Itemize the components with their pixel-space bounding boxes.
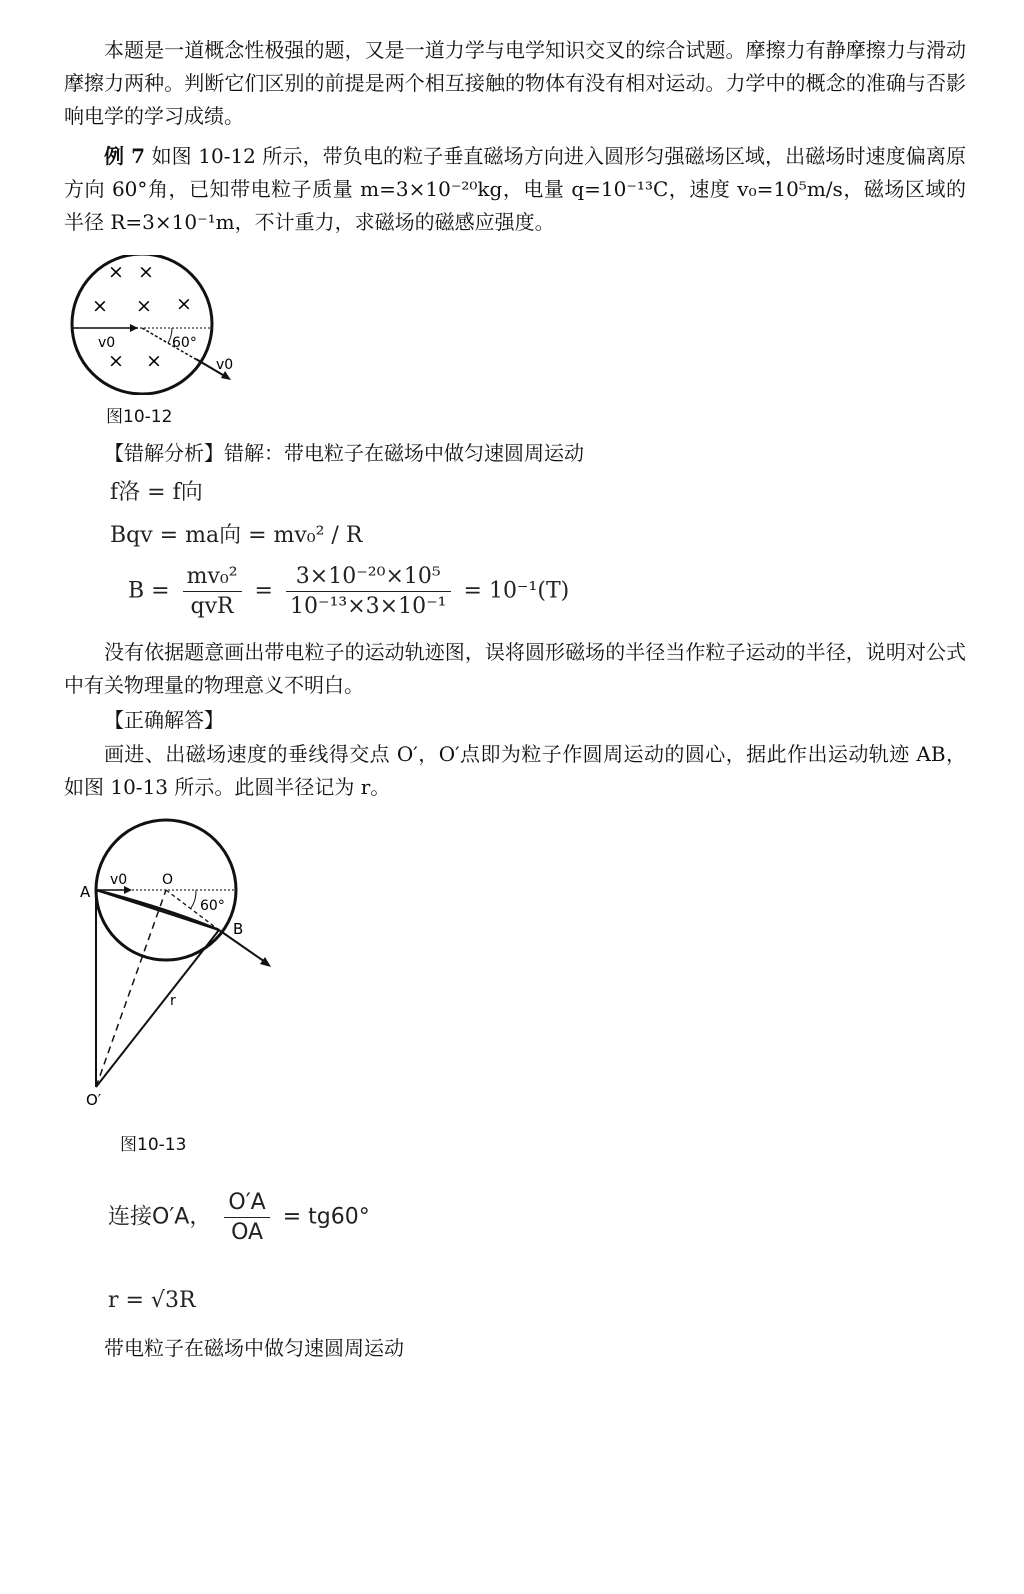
fraction-den: OA (231, 1220, 264, 1245)
v0-label-out: v0 (216, 357, 234, 373)
fraction-num: O′A (224, 1190, 269, 1218)
cross-mark: × (92, 295, 108, 317)
wrong-analysis-heading: 【错解分析】错解：带电粒子在磁场中做匀速圆周运动 (104, 441, 584, 465)
example-label: 例 7 (104, 144, 146, 168)
eq-lhs: B = (128, 578, 170, 604)
equation-tg60 (108, 1190, 370, 1245)
cross-mark: × (108, 350, 124, 372)
fraction-tg (224, 1190, 269, 1245)
equation-force: f洛 = f向 (110, 480, 203, 505)
cross-mark: × (146, 350, 162, 372)
angle-label: 60° (200, 898, 225, 914)
equation-b (128, 564, 569, 619)
fraction-den: qvR (190, 594, 234, 619)
fraction-2 (286, 564, 451, 619)
cross-mark: × (176, 293, 192, 315)
eq-rhs: = tg60° (282, 1204, 370, 1230)
correct-heading: 【正确解答】 (104, 708, 224, 732)
equation-bqv: Bqv = ma向 = mv₀² / R (110, 523, 363, 548)
figure-caption: 图10-13 (120, 1135, 187, 1155)
cross-mark: × (138, 261, 154, 283)
equation-r: r = √3R (108, 1288, 196, 1313)
point-o-label: O (162, 872, 174, 888)
wrong-explanation: 没有依据题意画出带电粒子的运动轨迹图，误将圆形磁场的半径当作粒子运动的半径，说明对公式中有关物理量的物理意义不明白。 (64, 640, 966, 697)
angle-label: 60° (172, 335, 197, 351)
eq-prefix: 连接O′A， (108, 1204, 212, 1230)
paragraph-intro: 本题是一道概念性极强的题，又是一道力学与电学知识交叉的综合试题。摩擦力有静摩擦力与滑动摩擦力两种。判断它们区别的前提是两个相互接触的物体有没有相对运动。力学中的概念的准确与否影响电学的学习成绩。 (64, 38, 966, 128)
line-o-prime-o (96, 890, 166, 1087)
closing-line: 带电粒子在磁场中做匀速圆周运动 (104, 1336, 404, 1360)
point-b-label: B (233, 920, 244, 938)
figure-caption: 图10-12 (106, 407, 173, 427)
point-o-prime-label: O′ (86, 1091, 102, 1109)
r-label: r (170, 993, 176, 1009)
fraction-num: mv₀² (183, 564, 242, 592)
fraction-den: 10⁻¹³×3×10⁻¹ (289, 594, 447, 619)
eq-rhs: = 10⁻¹(T) (463, 578, 570, 604)
fraction-1 (183, 564, 242, 619)
radius-r (96, 930, 219, 1087)
correct-text: 画进、出磁场速度的垂线得交点 O′，O′点即为粒子作圆周运动的圆心，据此作出运动轨迹 AB，如图 10-13 所示。此圆半径记为 r。 (64, 742, 966, 799)
example-7 (64, 140, 966, 239)
point-a-label: A (80, 883, 91, 901)
fraction-num: 3×10⁻²⁰×10⁵ (286, 564, 451, 592)
figure-10-12 (60, 255, 270, 395)
cross-mark: × (108, 261, 124, 283)
v0-label: v0 (110, 872, 128, 888)
equals-sign: = (254, 578, 273, 604)
example-text: 如图 10-12 所示，带负电的粒子垂直磁场方向进入圆形匀强磁场区域，出磁场时速度偏离原方向 60°角，已知带电粒子质量 m=3×10⁻²⁰kg，电量 q=10⁻¹³C，速度 v₀=10⁵m/s，磁场区域的半径 R=3×10⁻¹m，不计重力，求磁场的磁感应强度。 (64, 144, 966, 234)
v0-label: v0 (98, 335, 116, 351)
cross-mark: × (136, 295, 152, 317)
figure-10-13 (70, 812, 290, 1112)
